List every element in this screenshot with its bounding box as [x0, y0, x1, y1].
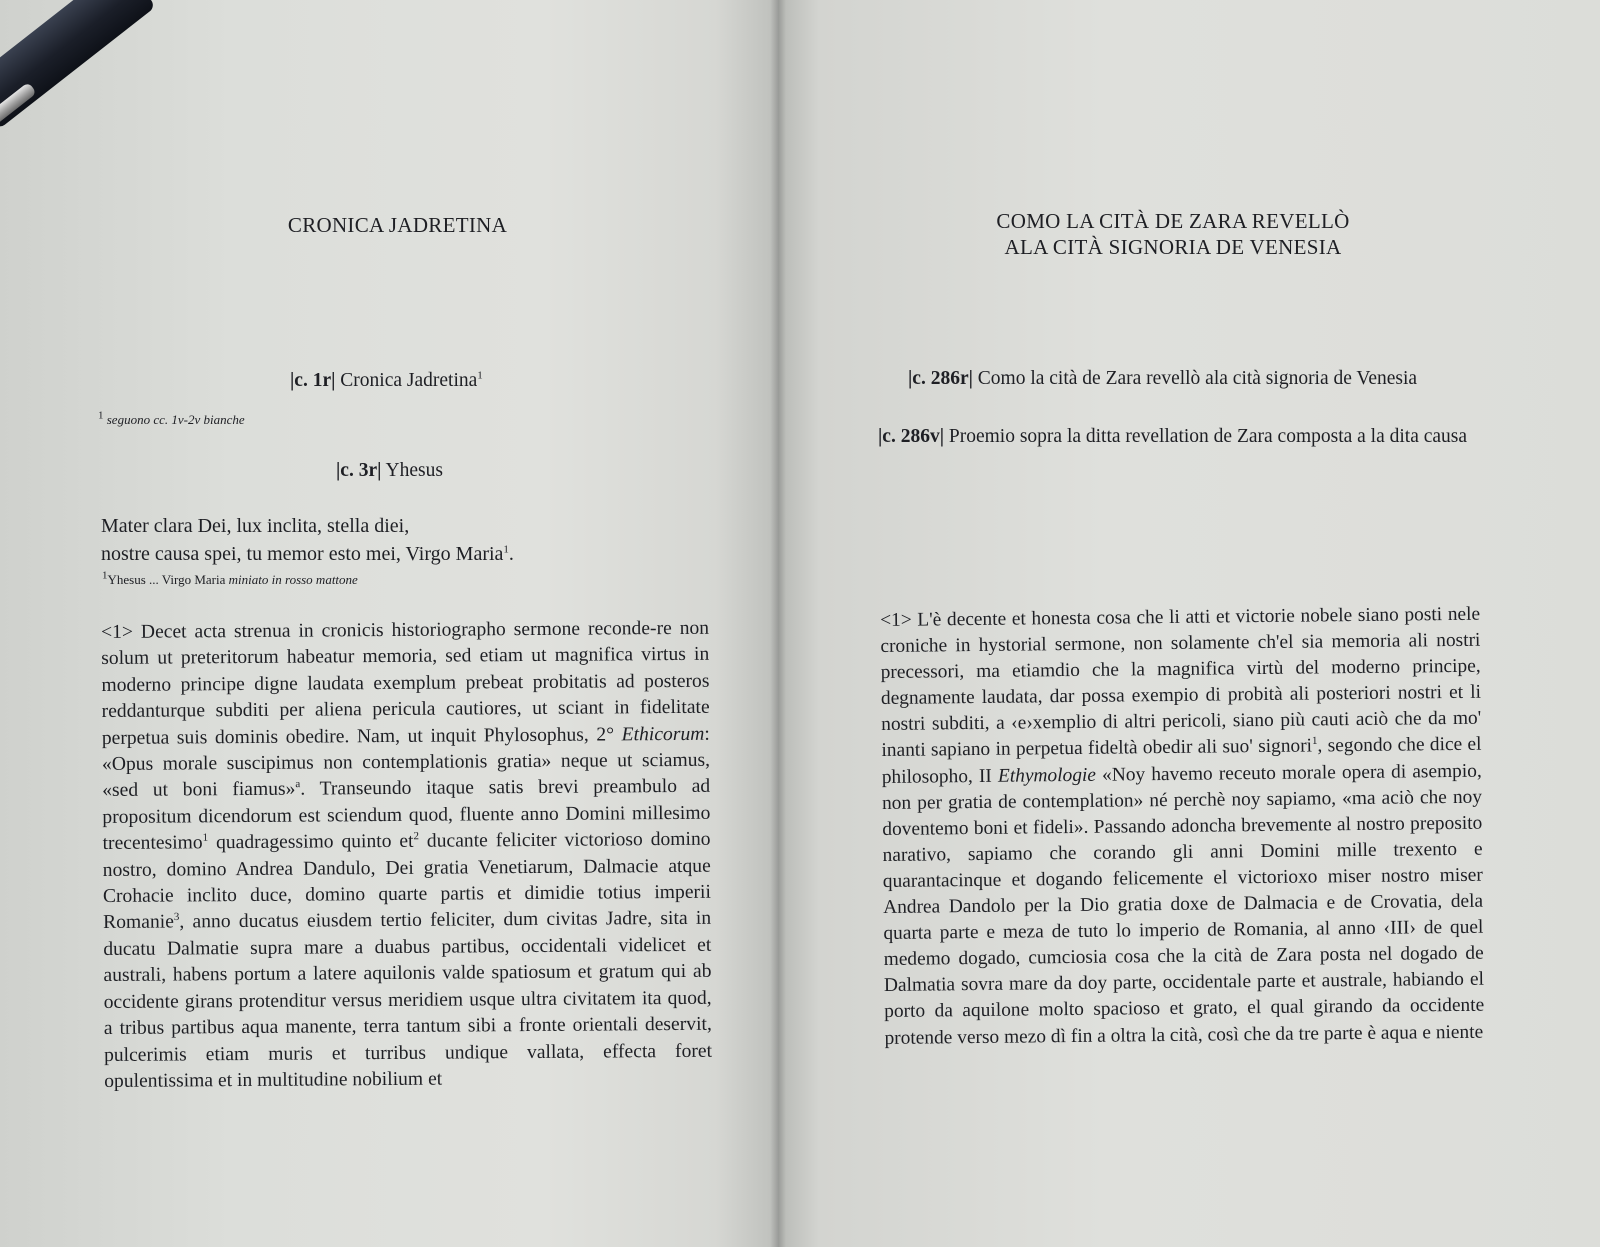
verse: [101, 512, 514, 568]
pen: [0, 0, 156, 130]
footnote-1: $^1$ seguono cc. 1v-2v bianche: [98, 409, 245, 427]
verse-line-2: nostre causa spei, tu memor esto mei, Virgo Maria$^1$.: [101, 543, 514, 565]
left-heading-c3r: [336, 460, 443, 482]
latin-text: <1> Decet acta strenua in cronicis historiographo sermone reconde-re non solum ut preteritorum habeatur memoria, sed etiam ut magnifica virtus in moderno principe digne laudata exemplum prebeat probitatis ad posteros reddanturque subditi per aliena pericula cautiores, ut sciant in fidelitate perpetua suis dominis obedire. Nam, ut inquit Phylosophus, 2° Ethicorum: «Opus morale suscipimus non contemplationis gratia» neque ut sciamus, «sed ut boni fiamus»$^a$. Transeundo itaque satis brevi preambulo ad propositum dicendorum est sciendum quod, fluente anno Domini millesimo trecentesimo$^1$ quadragessimo quinto $et^2$ ducante feliciter victorioso domino nostro, domino Andrea Dandulo, Dei gratia Venetiarum, Dalmacie atque Crohacie inclito duce, domino quarte partis et dimidie totius imperii Romanie$^3$, anno ducatus eiusdem tertio feliciter, dum civitas Jadre, sita in ducatu Dalmatie supra mare a duabus partibus, occidentali videlicet et australi, habens portum a latere aquilonis valde spatiosum et gratum qui ab occidente girans protenditur versus meridiem usque ultra civitatem ita quod, a tribus partibus aqua manente, terra tantum sibi a fronte orientali deservit, pulcerimis etiam muris et turribus undique vallata, effecta foret opulentissima et in multitudine nobilium et: [101, 617, 713, 1092]
folio-ref: |c. 3r|: [336, 460, 382, 481]
folio-ref: |c. 286r|: [908, 368, 973, 389]
right-heading-c286r: [908, 368, 1417, 390]
book-spine: [770, 0, 786, 1247]
heading-text: Como la cità de Zara revellò ala cità signoria de Venesia: [972, 368, 1418, 389]
left-heading-c1r: [290, 370, 483, 392]
footnote-2: $^1$Yhesus ... Virgo Maria miniato in rosso mattone: [102, 569, 358, 587]
left-page: [0, 0, 778, 1247]
folio-ref: |c. 1r|: [290, 370, 336, 391]
heading-text: Proemio sopra la ditta revellation de Zara composta a la dita causa: [944, 426, 1468, 447]
right-paragraph: [880, 602, 1485, 1052]
verse-line-1: Mater clara Dei, lux inclita, stella diei,: [101, 515, 410, 537]
left-paragraph: [101, 616, 712, 1096]
right-heading-c286v: [878, 422, 1478, 452]
footnote-marker: 1: [477, 369, 483, 382]
folio-ref: |c. 286v|: [878, 426, 944, 447]
heading-text: Yhesus: [381, 460, 443, 481]
vernacular-text: <1> L'è decente et honesta cosa che li atti et victorie nobele siano posti nele croniche in hystorial sermone, non solamente ch'el sia memoria ali nostri precessori, ma etiamdio che la magnifica virtù del moderno principe, degnamente laudata, dar possa exempio di probità ali posteriori nostri et li nostri subditi, a ‹e›xemplio di altri pericoli, siano più cauti aciò che da mo' inanti sapiano in perpetua fideltà obedir ali suo' signori$^1$, segondo che dice el philosopho, II Ethymologie «Noy havemo receuto morale opera di asempio, non per gratia de contemplation» né perchè noy sapiamo, «ma aciò che noy doventemo boni et fideli». Passando adoncha brevemente al nostro preposito narativo, sapiamo che corando gli anni Domini mille trexento e quarantacinque et dogando felicemente el victorioxo miser nostro miser Andrea Dandolo per la Dio gratia doxe de Dalmacia e de Crovatia, dela quarta parte e meza de tuto lo imperio de Romania, al anno ‹III› de quel medemo dogado, cumciosia cosa che la cità de Zara posta nel dogado de Dalmatia sovra mare da doy parte, occidentale parte et australe, habiando el porto da aquilone molto spacioso et grato, el qual girando da occidente protende verso mezo dì fin a oltra la cità, così che da tre parte è aqua e niente: [880, 603, 1485, 1049]
left-page-title: CRONICA JADRETINA: [287, 213, 508, 237]
right-page-title: COMO LA CITÀ DE ZARA REVELLÒ ALA CITÀ SIGNORIA DE VENESIA: [996, 209, 1350, 259]
heading-text: Cronica Jadretina: [335, 370, 478, 391]
